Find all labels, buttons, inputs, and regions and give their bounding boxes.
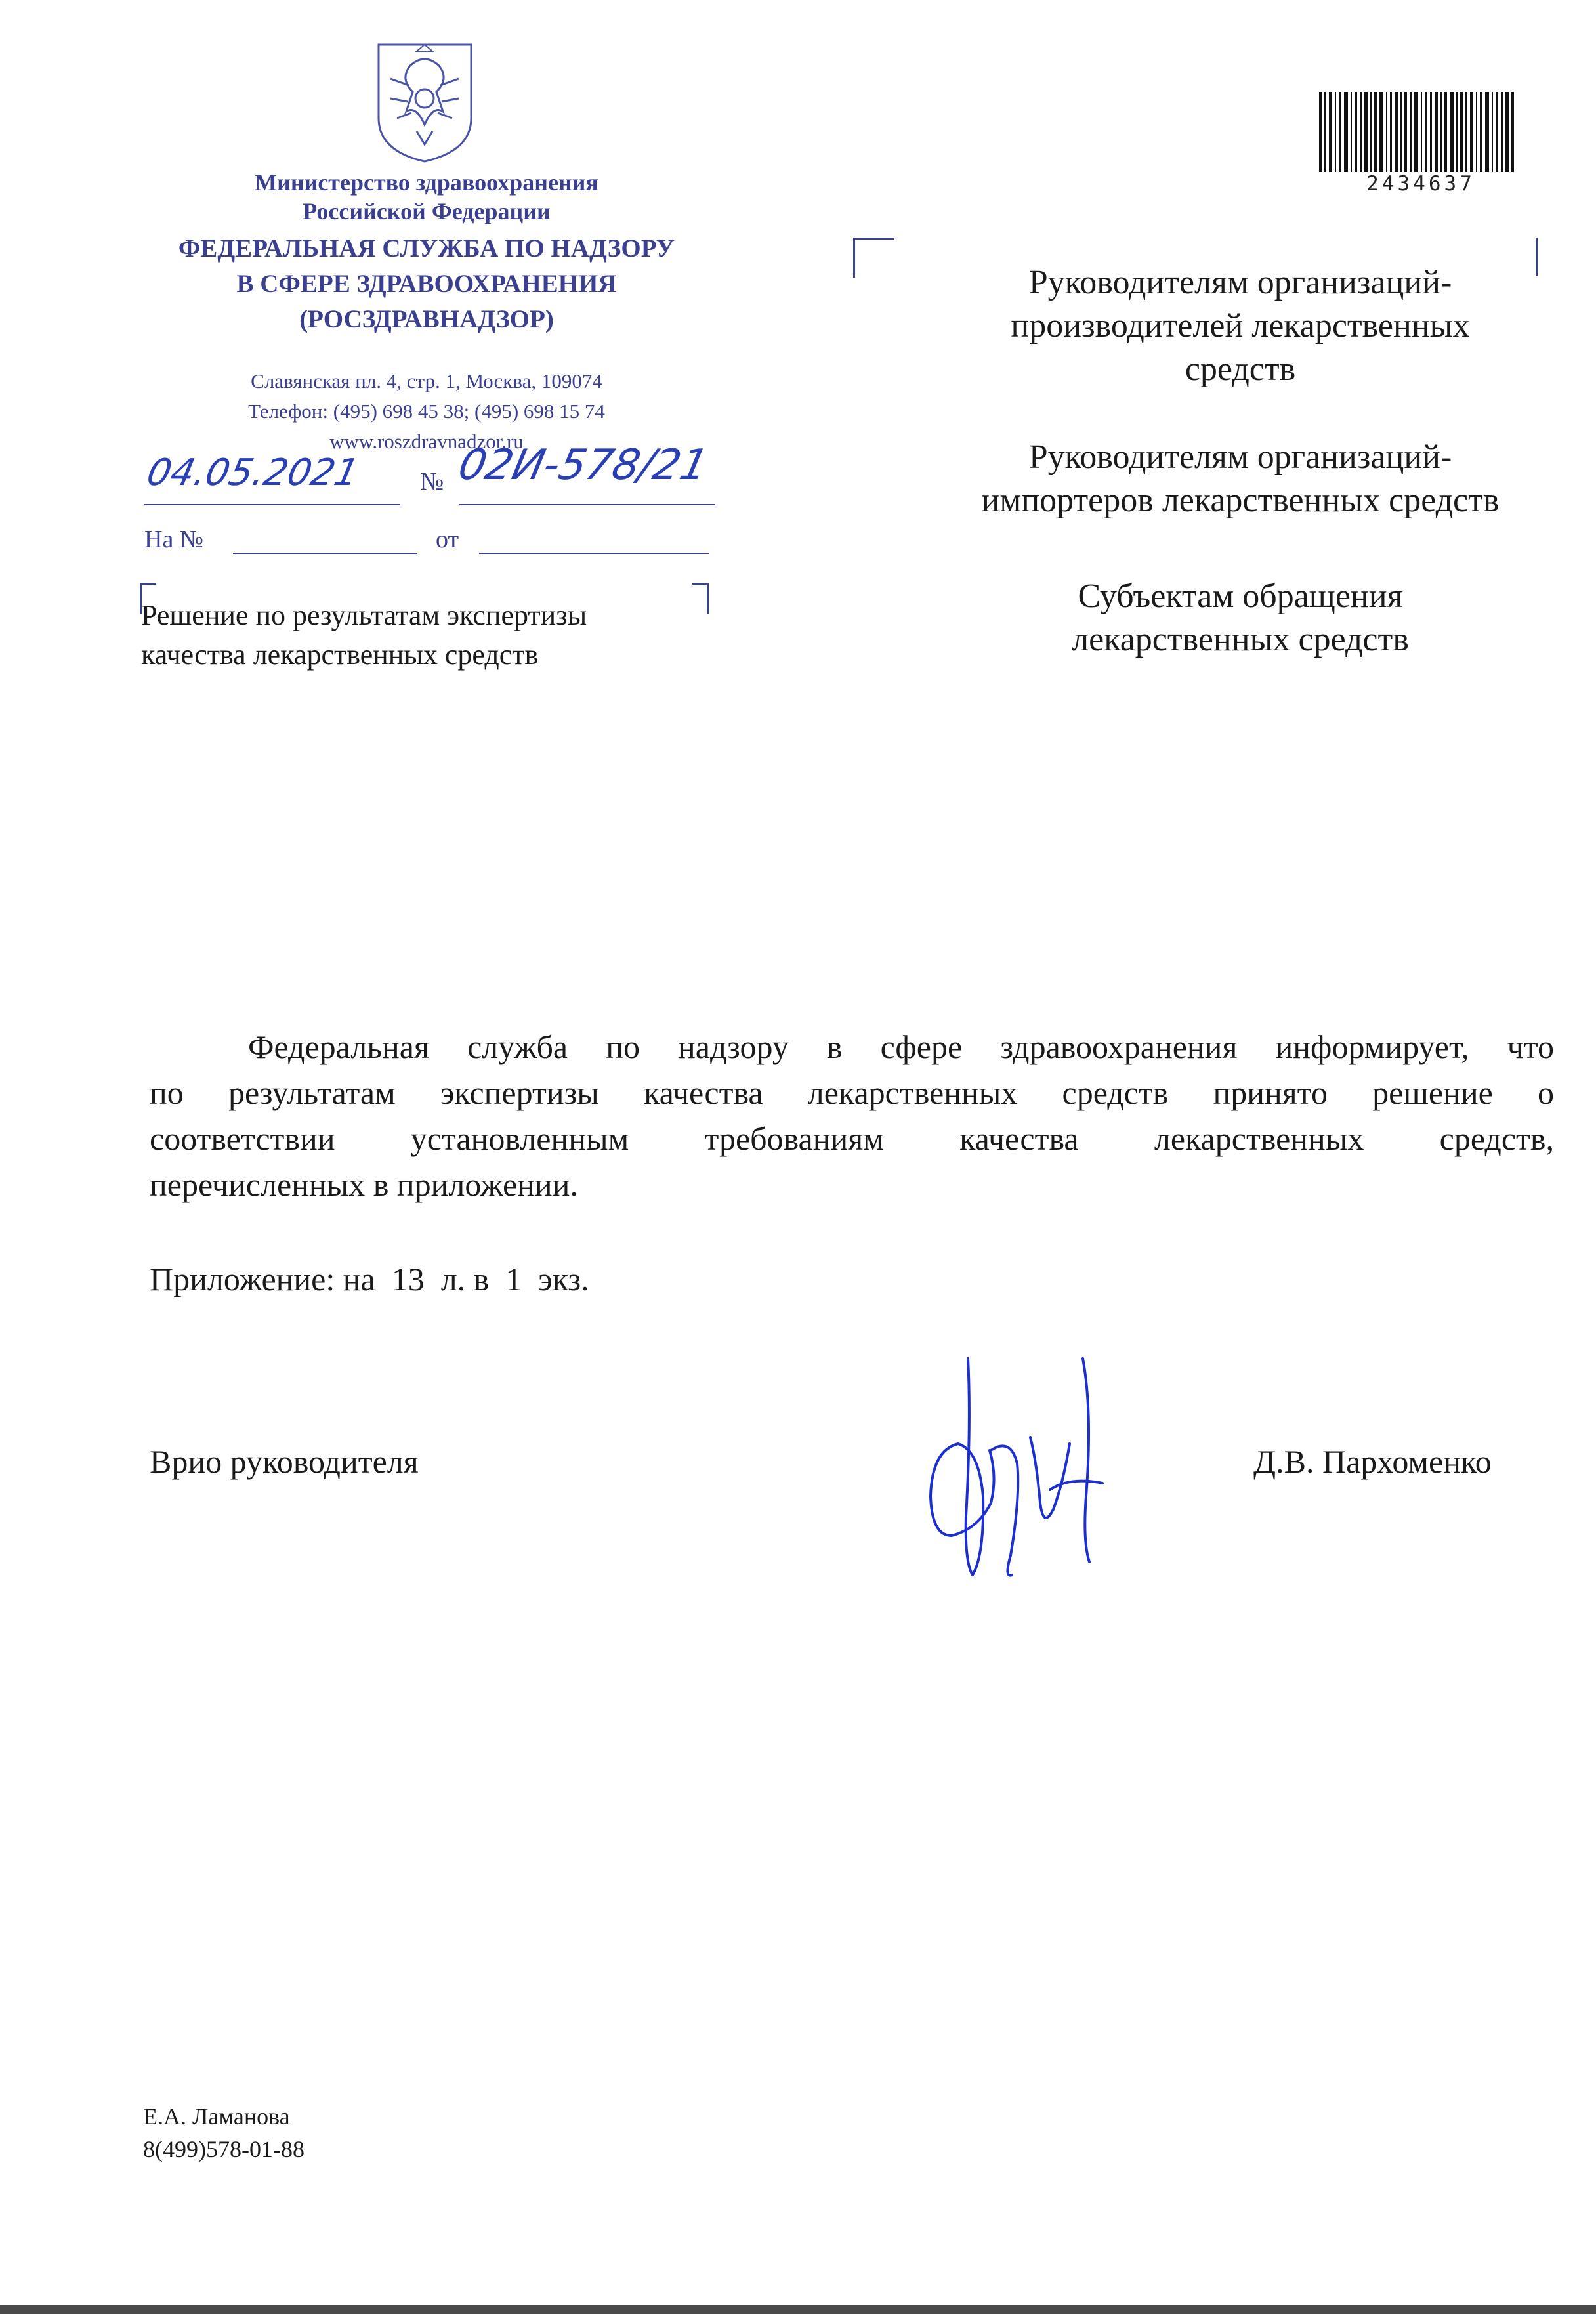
- phone: Телефон: (495) 698 45 38; (495) 698 15 74: [248, 400, 605, 423]
- appendix-note: Приложение: на 13 л. в 1 экз.: [150, 1261, 589, 1297]
- signer-name: Д.В. Пархоменко: [1253, 1443, 1492, 1480]
- number-sign: №: [420, 468, 444, 495]
- subject-line-2: качества лекарственных средств: [141, 639, 539, 671]
- ministry-name: [131, 168, 722, 226]
- ministry-line-1: Министерство здравоохранения: [255, 169, 598, 196]
- addressee-manufacturers: [945, 261, 1536, 391]
- body-line-1: [150, 1024, 1554, 1070]
- word: принято: [1213, 1074, 1328, 1111]
- word: средств: [1062, 1074, 1169, 1111]
- reply-number-label: На №: [144, 526, 204, 553]
- addressee-line: импортеров лекарственных средств: [981, 482, 1500, 519]
- addressee-bracket-right: [1536, 238, 1538, 276]
- letter-body: [150, 1024, 1554, 1208]
- addressee-line: Руководителям организаций-: [1028, 438, 1452, 476]
- executor-name: Е.А. Ламанова: [143, 2103, 290, 2130]
- executor-phone: 8(499)578-01-88: [143, 2136, 304, 2162]
- registration-number: 02И-578/21: [454, 441, 713, 490]
- word: информирует,: [1275, 1028, 1469, 1065]
- body-line-4: перечисленных в приложении.: [150, 1166, 578, 1203]
- subject-line-1: Решение по результатам экспертизы: [141, 599, 587, 631]
- addressee-market-participants: [945, 575, 1536, 662]
- executor-info: [143, 2100, 304, 2166]
- word: лекарственных: [1154, 1120, 1364, 1157]
- word: служба: [467, 1028, 568, 1065]
- word: по: [150, 1074, 184, 1111]
- word: качества: [959, 1120, 1079, 1157]
- word: установленным: [410, 1120, 629, 1157]
- reply-date-label: от: [436, 526, 459, 553]
- barcode: [1319, 92, 1516, 172]
- signer-position: Врио руководителя: [150, 1443, 419, 1480]
- addressee-importers: [945, 436, 1536, 522]
- word: средств,: [1439, 1120, 1554, 1157]
- registration-date: 04.05.2021: [143, 452, 363, 494]
- date-underline: [144, 504, 400, 505]
- word: сфере: [880, 1028, 963, 1065]
- coat-of-arms-icon: [371, 39, 479, 164]
- word: соответствии: [150, 1120, 335, 1157]
- word: что: [1507, 1028, 1554, 1065]
- subject: [141, 596, 732, 675]
- number-underline: [459, 504, 715, 505]
- website: www.roszdravnadzor.ru: [329, 430, 524, 453]
- word: здравоохранения: [1000, 1028, 1238, 1065]
- word: требованиям: [704, 1120, 884, 1157]
- word: качества: [644, 1074, 763, 1111]
- word: экспертизы: [440, 1074, 599, 1111]
- addressee-line: Руководителям организаций-: [1028, 264, 1452, 301]
- service-line-1: ФЕДЕРАЛЬНАЯ СЛУЖБА ПО НАДЗОРУ: [178, 234, 675, 263]
- addressee-line: лекарственных средств: [1072, 621, 1409, 658]
- service-name: [118, 231, 735, 337]
- word: о: [1537, 1074, 1554, 1111]
- handwritten-signature: [906, 1345, 1122, 1582]
- addressee-bracket-left: [853, 238, 894, 278]
- ministry-line-2: Российской Федерации: [303, 198, 551, 224]
- service-line-2: В СФЕРЕ ЗДРАВООХРАНЕНИЯ: [236, 270, 617, 298]
- addressee-line: производителей лекарственных: [1011, 307, 1470, 345]
- scan-edge: [0, 2305, 1596, 2314]
- word: решение: [1372, 1074, 1493, 1111]
- barcode-number: 2434637: [1366, 172, 1475, 196]
- address: Славянская пл. 4, стр. 1, Москва, 109074: [251, 369, 602, 392]
- word: по: [606, 1028, 640, 1065]
- word: в: [826, 1028, 843, 1065]
- body-line-3: [150, 1116, 1554, 1162]
- body-line-2: [150, 1070, 1554, 1116]
- word: результатам: [228, 1074, 396, 1111]
- addressee-line: средств: [1185, 350, 1296, 388]
- addressee-line: Субъектам обращения: [1078, 578, 1403, 615]
- word: Федеральная: [248, 1028, 430, 1065]
- word: лекарственных: [807, 1074, 1018, 1111]
- reply-number-underline: [233, 553, 417, 554]
- reply-date-underline: [479, 553, 709, 554]
- service-line-3: (РОСЗДРАВНАДЗОР): [299, 305, 554, 333]
- word: надзору: [678, 1028, 789, 1065]
